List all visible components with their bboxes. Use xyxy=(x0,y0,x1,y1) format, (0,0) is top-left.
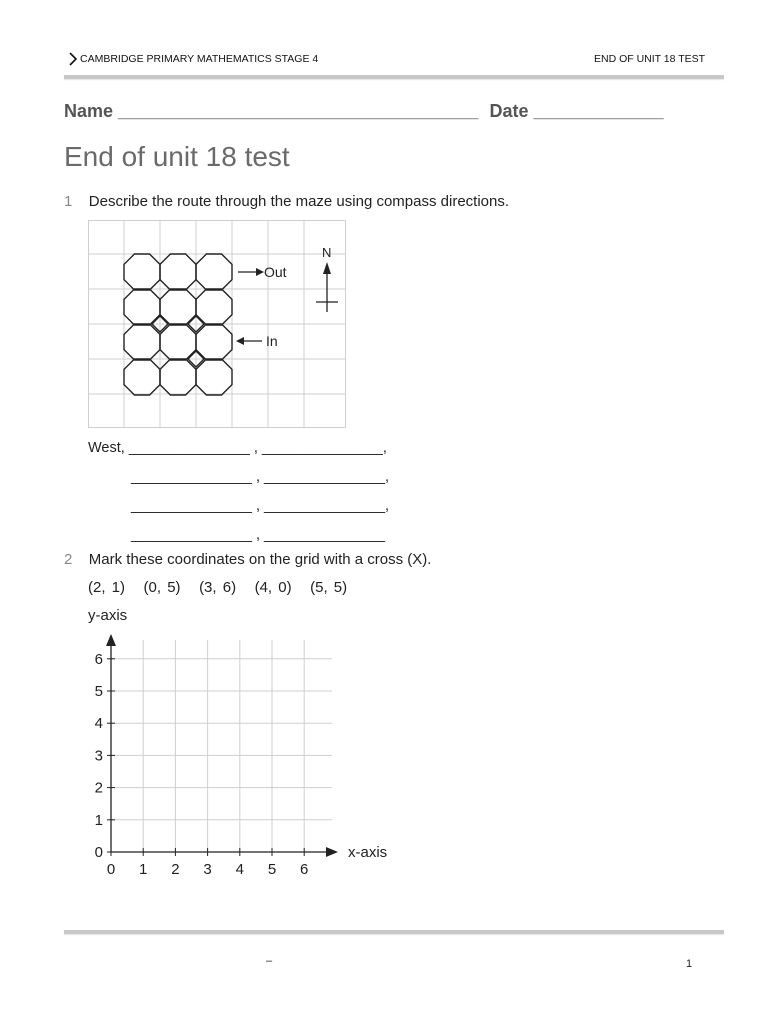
compass-icon xyxy=(316,262,338,312)
answer-line-2[interactable]: _______________ , _______________, xyxy=(131,469,390,485)
answer-line-1[interactable]: West, _______________ , _______________, xyxy=(88,440,387,456)
coordinate-4: (4, 0) xyxy=(254,579,292,596)
out-arrow xyxy=(238,268,264,276)
name-date-row xyxy=(64,101,664,122)
y-tick-label: 3 xyxy=(94,747,103,765)
maze-cell xyxy=(196,254,232,290)
answer-line-4[interactable]: _______________ , _______________ xyxy=(131,527,386,543)
coordinate-5: (5, 5) xyxy=(310,579,348,596)
question-2-text: Mark these coordinates on the grid with a cross (X). xyxy=(88,551,432,568)
page-title: End of unit 18 test xyxy=(64,141,290,172)
maze-figure xyxy=(88,220,348,430)
x-axis-label: x-axis xyxy=(348,844,388,861)
x-tick-label: 0 xyxy=(106,861,116,878)
x-tick-label: 5 xyxy=(267,861,277,878)
y-tick-label: 1 xyxy=(94,811,103,829)
maze-cell xyxy=(124,289,160,325)
date-blank: _____________ xyxy=(533,101,664,121)
maze-cell xyxy=(124,324,160,360)
question-2 xyxy=(64,551,724,569)
chevron-right-icon xyxy=(68,52,78,66)
name-label: Name xyxy=(64,101,114,121)
maze-cell xyxy=(160,324,196,360)
coordinate-2: (0, 5) xyxy=(143,579,181,596)
answer-line-3[interactable]: _______________ , _______________, xyxy=(131,498,390,514)
y-tick-label: 2 xyxy=(94,779,103,797)
question-1-number: 1 xyxy=(64,193,73,210)
footer-dash: – xyxy=(266,955,273,967)
x-tick-labels xyxy=(107,861,309,878)
footer-divider xyxy=(64,930,724,934)
maze-walls xyxy=(124,254,232,395)
header xyxy=(0,0,768,80)
maze-cell xyxy=(196,289,232,325)
date-label: Date xyxy=(489,101,529,121)
maze-cell xyxy=(124,359,160,395)
tick-marks xyxy=(107,659,304,856)
coordinate-1: (2, 1) xyxy=(88,579,126,596)
in-label: In xyxy=(266,333,278,349)
question-1 xyxy=(64,193,724,211)
question-1-text: Describe the route through the maze using compass directions. xyxy=(88,193,510,210)
name-blank: ____________________________________ xyxy=(118,101,479,121)
maze-cell xyxy=(124,254,160,290)
maze-cell xyxy=(160,254,196,290)
coordinate-list xyxy=(88,579,347,596)
maze-cell xyxy=(196,359,232,395)
header-divider xyxy=(64,75,724,79)
maze-cell xyxy=(196,324,232,360)
x-tick-label: 3 xyxy=(203,861,212,878)
y-tick-label: 4 xyxy=(94,715,103,733)
x-tick-label: 1 xyxy=(139,861,148,878)
question-2-number: 2 xyxy=(64,551,73,568)
in-arrow xyxy=(236,337,262,345)
maze-cell xyxy=(160,289,196,325)
maze-cell xyxy=(160,359,196,395)
north-label: N xyxy=(322,245,332,260)
coordinate-grid[interactable] xyxy=(80,604,410,884)
page-number: 1 xyxy=(686,958,693,970)
header-course-title: CAMBRIDGE PRIMARY MATHEMATICS STAGE 4 xyxy=(80,53,319,65)
grid-lines xyxy=(111,640,332,852)
coordinate-3: (3, 6) xyxy=(199,579,237,596)
x-tick-label: 6 xyxy=(300,861,309,878)
x-tick-label: 2 xyxy=(171,861,180,878)
header-test-title: END OF UNIT 18 TEST xyxy=(594,53,706,65)
x-tick-label: 4 xyxy=(235,861,244,878)
y-tick-label: 6 xyxy=(94,650,103,668)
y-tick-label: 0 xyxy=(94,844,103,861)
out-label: Out xyxy=(264,264,287,280)
y-tick-labels xyxy=(95,651,103,861)
y-tick-label: 5 xyxy=(94,683,103,700)
y-axis-label: y-axis xyxy=(88,607,128,624)
y-axis xyxy=(106,634,116,852)
